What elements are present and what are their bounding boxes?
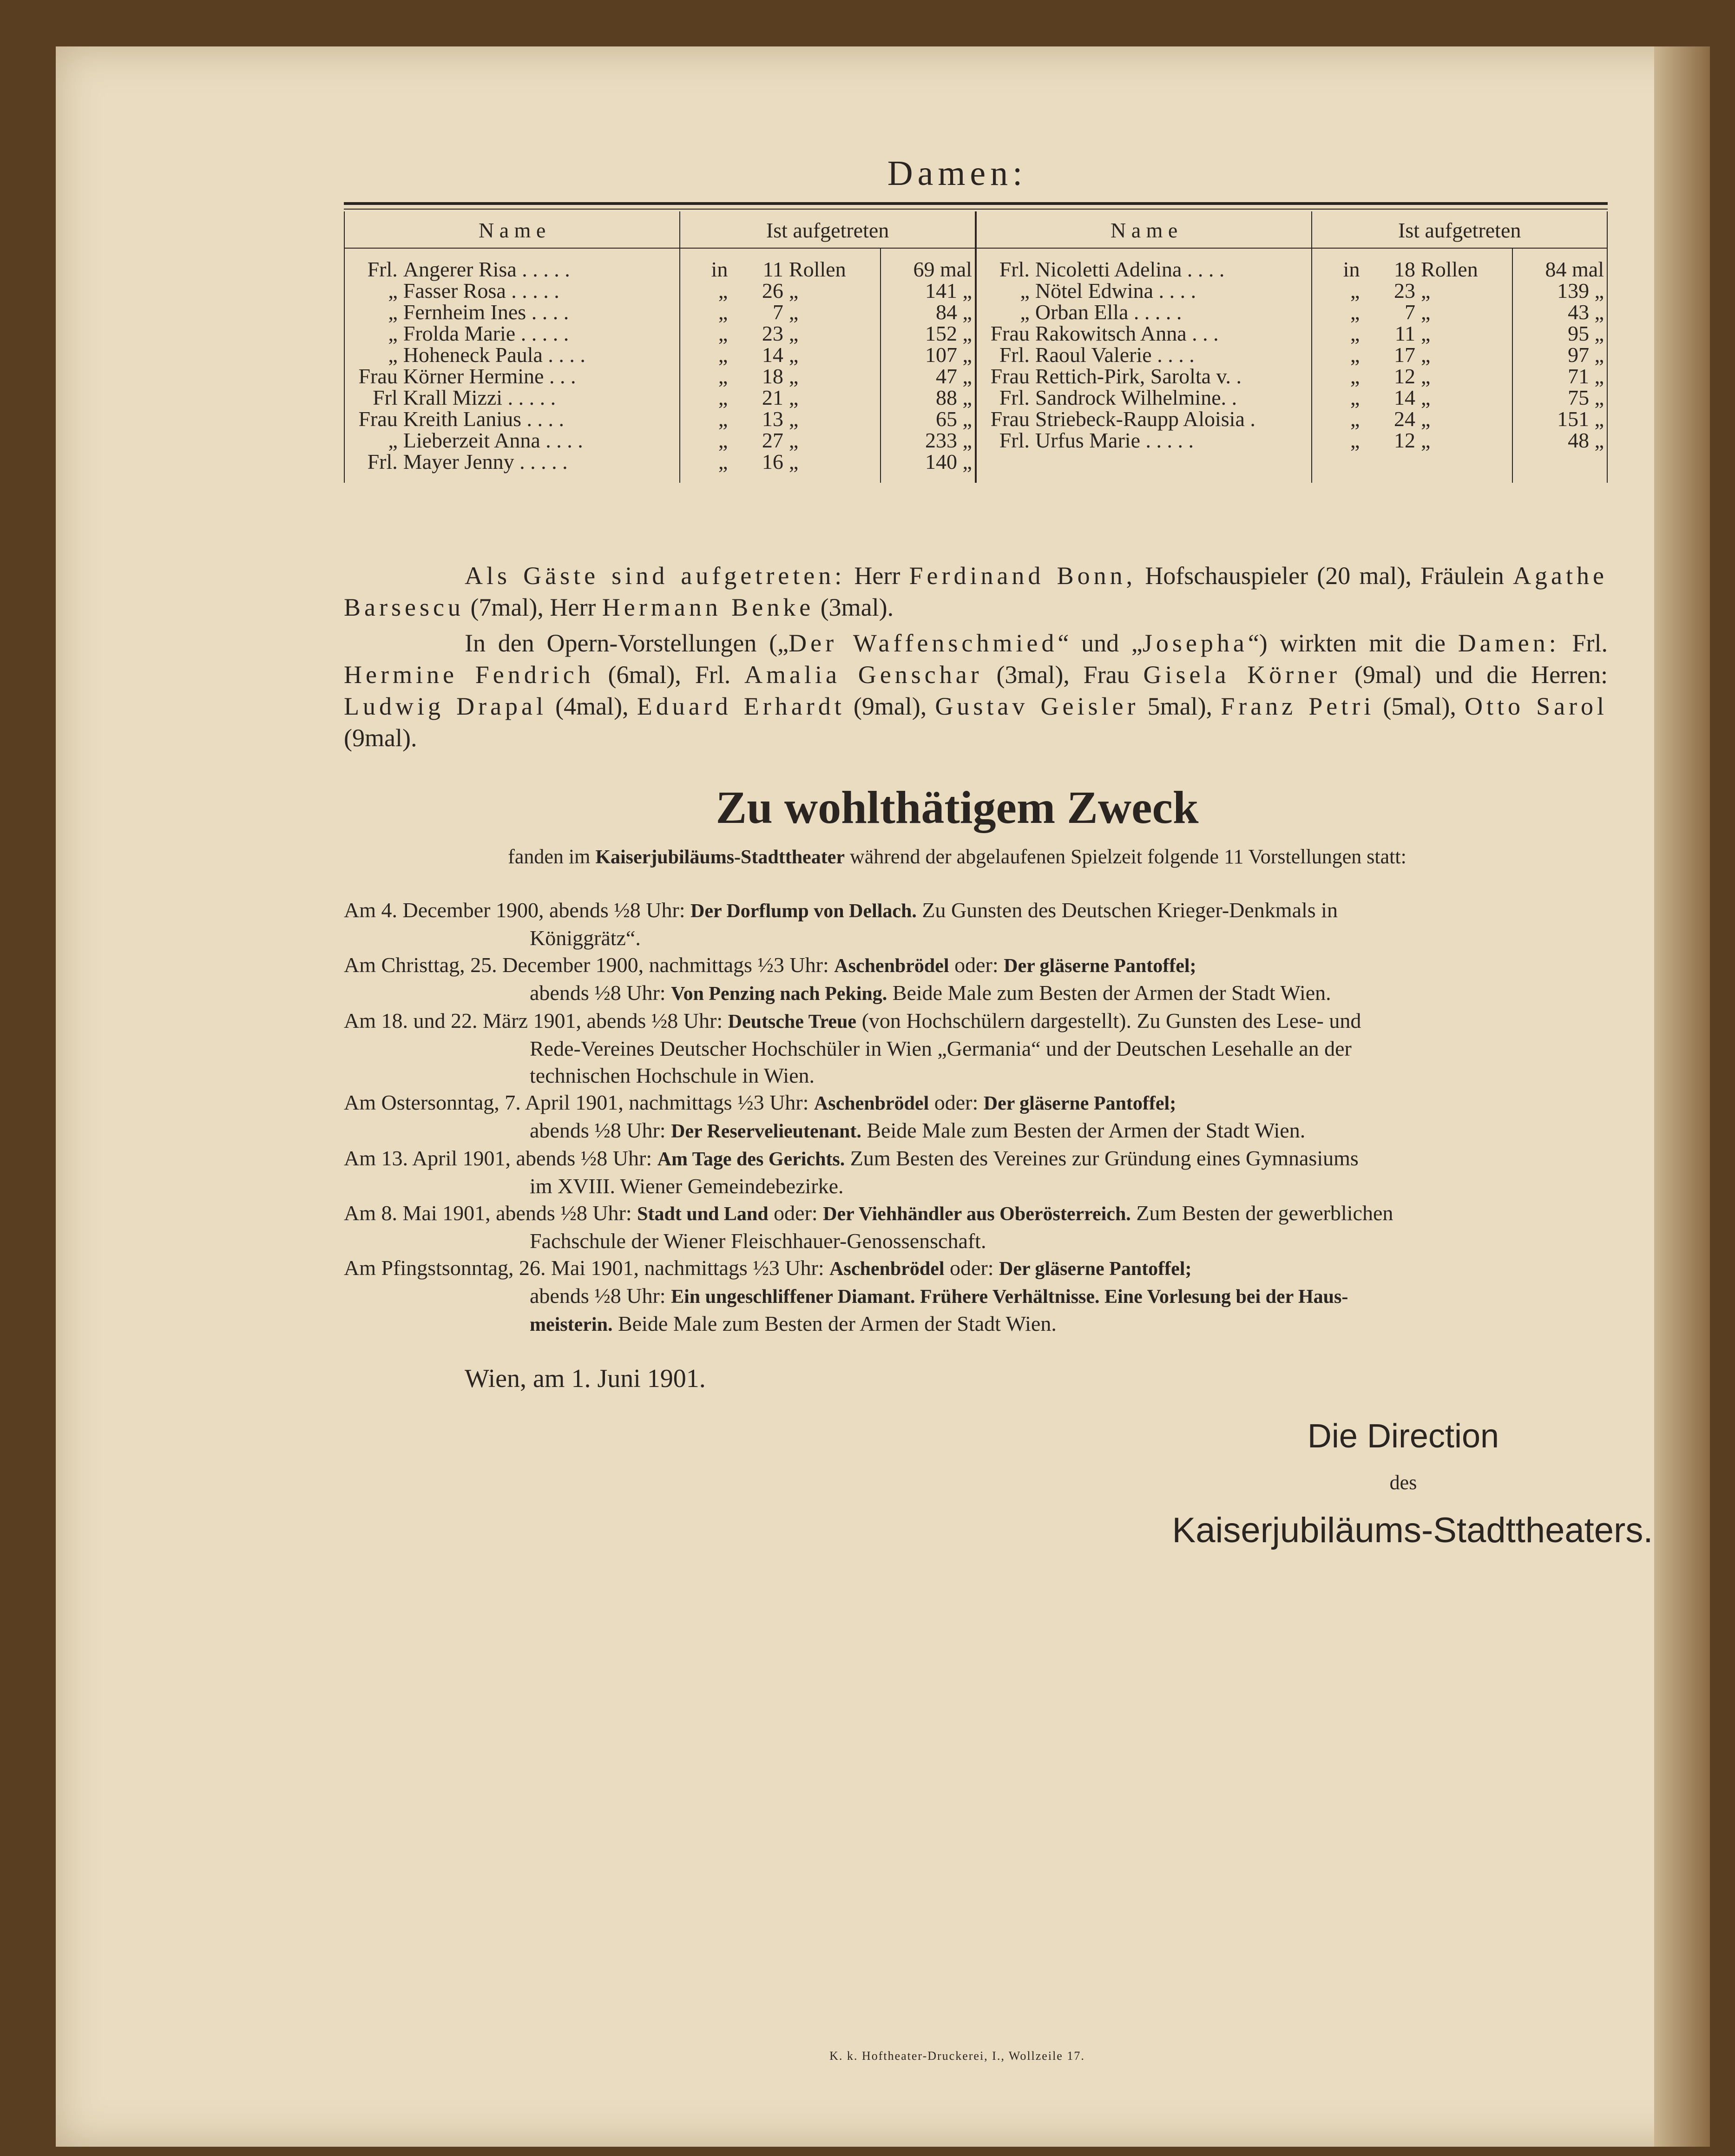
cell-title: Frau [976,366,1032,387]
cell-name: Mayer Jenny . . . . . [403,450,568,473]
cell-title: „ [344,323,401,344]
cell-in: in [1312,248,1362,280]
play-title: Ein ungeschliffener Diamant. Frühere Verhältnisse. Eine Vorlesung bei der Haus- [671,1286,1348,1308]
table-header-row [344,211,1607,248]
table-row [344,408,1607,430]
cell-in: „ [680,323,730,344]
cell-n: 24 [1394,407,1416,431]
binding-gutter [1654,46,1710,2147]
table-row [344,323,1607,344]
cell-mal: 152 „ [881,323,976,344]
event-text: oder: [954,953,999,977]
cell-name: Raoul Valerie . . . . [1035,343,1195,367]
play-title: Der Viehhändler aus Oberösterreich. [823,1203,1131,1225]
opera-text: 5mal), [1147,692,1213,720]
cell-unit: „ [789,386,799,409]
cell-title: „ [344,344,401,366]
guest-name: Hermann Benke [602,593,815,621]
event-time: abends ½8 Uhr: [530,1284,666,1308]
event-date: Am Pfingstsonntag, 26. Mai 1901, nachmittags ½3 Uhr: [344,1256,824,1280]
cell-in [1312,451,1362,483]
event-text: technischen Hochschule in Wien. [530,1064,815,1087]
event-text: im XVIII. Wiener Gemeindebezirke. [530,1174,844,1198]
cell-name [1032,451,1312,483]
cell-in: „ [1312,323,1362,344]
cell-mal: 139 „ [1512,280,1607,302]
cell-title: Frl. [976,248,1032,280]
performer-name: Gustav Geisler [935,692,1139,720]
cell-mal: 84 „ [881,302,976,323]
opera-text: Damen: [1458,629,1560,657]
play-title: Der Reservelieutenant. [671,1121,861,1142]
cell-unit: „ [1421,300,1431,324]
cell-unit: „ [789,322,799,345]
place-date: Wien, am 1. Juni 1901. [465,1364,706,1393]
cell-n: 11 [1394,322,1416,345]
cell-name: Kreith Lanius . . . . [403,407,564,431]
event-time: abends ½8 Uhr: [530,981,666,1005]
performer-name: Ludwig Drapal [344,692,547,720]
cell-mal: 65 „ [881,408,976,430]
cell-title: „ [344,280,401,302]
cell-unit: Rollen [789,257,846,281]
cell-name: Fasser Rosa . . . . . [403,279,559,302]
event-date: Am Christtag, 25. December 1900, nachmittags ½3 Uhr: [344,953,829,977]
cell-name: Lieberzeit Anna . . . . [403,428,583,452]
cell-unit: „ [789,343,799,367]
event-date: Am 8. Mai 1901, abends ½8 Uhr: [344,1201,632,1225]
cell-mal: 48 „ [1512,430,1607,451]
event-text: Rede-Vereines Deutscher Hochschüler in Wien „Germania“ und der Deutschen Lesehalle an der [530,1037,1352,1060]
play-title: Der gläserne Pantoffel; [983,1093,1176,1114]
opera-title: Josepha [1142,629,1248,657]
cell-title: Frl. [344,248,401,280]
guests-text: Hofschauspieler (20 mal), Fräulein [1145,562,1504,590]
cell-mal: 47 „ [881,366,976,387]
cell-name: Fernheim Ines . . . . [403,300,569,324]
event-text: Zum Besten der gewerblichen [1136,1201,1393,1225]
cell-in: „ [1312,408,1362,430]
play-title: Aschenbrödel [834,955,949,977]
cell-in: „ [1312,366,1362,387]
cell-in: „ [680,302,730,323]
roles-table [344,211,1608,483]
cell-n: 26 [762,279,783,302]
cell-title [976,451,1032,483]
event-text: Königgrätz“. [530,926,641,950]
cell-name: Nötel Edwina . . . . [1035,279,1196,302]
theater-name: Kaiserjubiläums-Stadttheater [595,847,845,868]
cell-n: 18 [762,364,783,388]
title-rule-thick [344,202,1608,205]
cell-name: Rettich-Pirk, Sarolta v. . [1035,364,1242,388]
cell-unit: „ [1421,386,1431,409]
table-row [344,248,1607,280]
cell-mal: 71 „ [1512,366,1607,387]
event-entry [344,1200,1608,1255]
event-entry [344,952,1608,1007]
cell-name: Frolda Marie . . . . . [403,322,569,345]
cell-name: Urfus Marie . . . . . [1035,428,1194,452]
header-name-left: N a m e [344,211,680,248]
cell-unit: „ [789,279,799,302]
play-title: Am Tage des Gerichts. [657,1149,845,1170]
table-row [344,451,1607,483]
opera-text: (3mal), Frau [996,661,1130,689]
cell-mal: 43 „ [1512,302,1607,323]
cell-n [1362,451,1418,483]
event-entry [344,897,1608,952]
event-text: Beide Male zum Besten der Armen der Stadt Wien. [618,1312,1057,1335]
cell-title: Frl. [344,451,401,483]
event-text: Fachschule der Wiener Fleischhauer-Genossenschaft. [530,1229,986,1253]
event-text: Beide Male zum Besten der Armen der Stadt Wien. [892,981,1331,1005]
event-date: Am Ostersonntag, 7. April 1901, nachmittags ½3 Uhr: [344,1091,809,1114]
play-title: Der Dorflump von Dellach. [690,901,917,922]
guest-name: Ferdinand Bonn, [909,562,1137,590]
event-text: oder: [934,1091,979,1114]
sub-text: während der abgelaufenen Spielzeit folgende 11 Vorstellungen statt: [849,845,1406,868]
event-text: Beide Male zum Besten der Armen der Stadt Wien. [867,1118,1306,1142]
opera-text: In den Opern-Vorstellungen („ [465,629,789,657]
cell-title: Frl. [976,344,1032,366]
play-title: Der gläserne Pantoffel; [999,1258,1192,1280]
charity-events-list [344,897,1608,1338]
opera-text: “ und „ [1058,629,1143,657]
performer-name: Otto Sarol [1464,692,1608,720]
cell-unit: „ [789,364,799,388]
title-rule-thin [344,209,1608,210]
opera-text: (9mal). [344,724,417,752]
cell-in: „ [680,366,730,387]
cell-in: in [680,248,730,280]
cell-n: 27 [762,428,783,452]
signature-line-3: Kaiserjubiläums-Stadttheaters. [1172,1511,1653,1550]
roles-table-body [344,248,1607,483]
cell-unit: „ [1421,364,1431,388]
cell-name: Körner Hermine . . . [403,364,576,388]
play-title: Der gläserne Pantoffel; [1004,955,1196,977]
cell-n: 11 [762,257,783,281]
cell-in: „ [680,344,730,366]
cell-title: „ [344,430,401,451]
event-entry [344,1007,1608,1089]
cell-unit: „ [1421,428,1431,452]
cell-n: 7 [772,300,783,324]
cell-mal: 233 „ [881,430,976,451]
cell-mal: 95 „ [1512,323,1607,344]
event-text: oder: [950,1256,994,1280]
cell-name: Krall Mizzi . . . . . [403,386,556,409]
opera-text: (5mal), [1383,692,1456,720]
performer-name: Franz Petri [1221,692,1375,720]
cell-in: „ [680,280,730,302]
cell-unit: „ [789,450,799,473]
cell-title: „ [976,280,1032,302]
opera-paragraph [344,627,1608,754]
cell-title: Frl [344,387,401,408]
cell-name: Orban Ella . . . . . [1035,300,1182,324]
cell-unit: „ [1421,279,1431,302]
section-title: Damen: [887,154,1027,193]
cell-in: „ [680,451,730,483]
cell-in: „ [680,430,730,451]
guest-name: Agathe Barsescu [344,562,1608,621]
play-title: meisterin. [530,1314,613,1335]
opera-text: “) wirkten mit die [1248,629,1446,657]
cell-n: 7 [1405,300,1416,324]
event-time: abends ½8 Uhr: [530,1118,666,1142]
cell-title: Frau [976,323,1032,344]
cell-mal: 151 „ [1512,408,1607,430]
play-title: Stadt und Land [637,1203,769,1225]
cell-mal: 84 mal [1512,248,1607,280]
event-date: Am 13. April 1901, abends ½8 Uhr: [344,1146,652,1170]
guests-text: Herr [854,562,900,590]
cell-in: „ [1312,302,1362,323]
cell-in: „ [1312,344,1362,366]
cell-n: 14 [762,343,783,367]
event-text: (von Hochschülern dargestellt). Zu Gunsten des Lese- und [861,1009,1361,1032]
opera-text: Frl. [1572,629,1608,657]
cell-mal: 97 „ [1512,344,1607,366]
cell-in: „ [1312,387,1362,408]
cell-in: „ [680,408,730,430]
table-row [344,280,1607,302]
guests-text: (7mal), Herr [470,593,596,621]
performer-name: Hermine Fendrich [344,661,594,689]
cell-mal: 140 „ [881,451,976,483]
cell-title: Frl. [976,387,1032,408]
cell-unit: „ [1421,343,1431,367]
event-entry [344,1089,1608,1145]
cell-unit: „ [1421,407,1431,431]
cell-n: 14 [1394,386,1416,409]
cell-n: 23 [1394,279,1416,302]
table-row [344,366,1607,387]
event-entry [344,1255,1608,1338]
cell-unit: „ [789,428,799,452]
cell-title: Frau [344,366,401,387]
cell-in: „ [1312,430,1362,451]
header-name-right: N a m e [976,211,1312,248]
guests-text: (3mal). [820,593,894,621]
event-text: Zum Besten des Vereines zur Gründung eines Gymnasiums [850,1146,1359,1170]
cell-in: „ [680,387,730,408]
cell-mal: 107 „ [881,344,976,366]
cell-mal: 141 „ [881,280,976,302]
cell-unit: „ [789,407,799,431]
cell-title: „ [344,302,401,323]
cell-name: Hoheneck Paula . . . . [403,343,585,367]
guests-lead: Als Gäste sind aufgetreten: [465,562,846,590]
cell-name: Sandrock Wilhelmine. . [1035,386,1237,409]
cell-n: 16 [762,450,783,473]
cell-unit: „ [1421,322,1431,345]
event-entry [344,1145,1608,1200]
cell-unit: „ [789,300,799,324]
opera-text: (6mal), Frl. [608,661,731,689]
header-roles-right: Ist aufgetreten [1312,211,1607,248]
opera-title: Der Waffenschmied [789,629,1058,657]
cell-mal: 88 „ [881,387,976,408]
play-title: Deutsche Treue [728,1011,857,1032]
performer-name: Gisela Körner [1143,661,1341,689]
cell-title: Frau [976,408,1032,430]
table-row [344,387,1607,408]
sub-text: fanden im [508,845,591,868]
table-row [344,344,1607,366]
opera-text: (4mal), [555,692,629,720]
play-title: Von Penzing nach Peking. [671,983,887,1005]
play-title: Aschenbrödel [814,1093,929,1114]
signature-line-2: des [1389,1471,1417,1494]
event-date: Am 18. und 22. März 1901, abends ½8 Uhr: [344,1009,723,1032]
cell-title: Frl. [976,430,1032,451]
cell-name: Angerer Risa . . . . . [403,257,570,281]
charity-subheading [288,845,1626,868]
cell-n: 12 [1394,428,1416,452]
table-row [344,430,1607,451]
header-roles-left: Ist aufgetreten [680,211,976,248]
table-row [344,302,1607,323]
event-text: oder: [774,1201,818,1225]
cell-title: Frau [344,408,401,430]
play-title: Aschenbrödel [829,1258,945,1280]
guests-paragraph [344,560,1608,623]
cell-n: 13 [762,407,783,431]
opera-text: (9mal) und die Herren: [1354,661,1608,689]
cell-name: Striebeck-Raupp Aloisia . [1035,407,1255,431]
cell-in: „ [1312,280,1362,302]
event-date: Am 4. December 1900, abends ½8 Uhr: [344,898,685,922]
event-text: Zu Gunsten des Deutschen Krieger-Denkmals in [922,898,1338,922]
cell-unit: Rollen [1421,257,1478,281]
cell-n: 12 [1394,364,1416,388]
performer-name: Amalia Genschar [744,661,983,689]
opera-text: (9mal), [853,692,927,720]
cell-name: Rakowitsch Anna . . . [1035,322,1219,345]
cell-name: Nicoletti Adelina . . . . [1035,257,1225,281]
cell-mal [1512,451,1607,483]
signature-line-1: Die Direction [1307,1418,1499,1455]
cell-n: 17 [1394,343,1416,367]
cell-n: 18 [1394,257,1416,281]
cell-n: 21 [762,386,783,409]
cell-unit [1418,451,1512,483]
cell-mal: 75 „ [1512,387,1607,408]
performer-name: Eduard Erhardt [637,692,845,720]
cell-title: „ [976,302,1032,323]
printer-imprint: K. k. Hoftheater-Druckerei, I., Wollzeile 17. [829,2049,1085,2063]
cell-n: 23 [762,322,783,345]
charity-heading: Zu wohlthätigem Zweck [716,782,1199,833]
document-page [56,46,1710,2147]
cell-mal: 69 mal [881,248,976,280]
